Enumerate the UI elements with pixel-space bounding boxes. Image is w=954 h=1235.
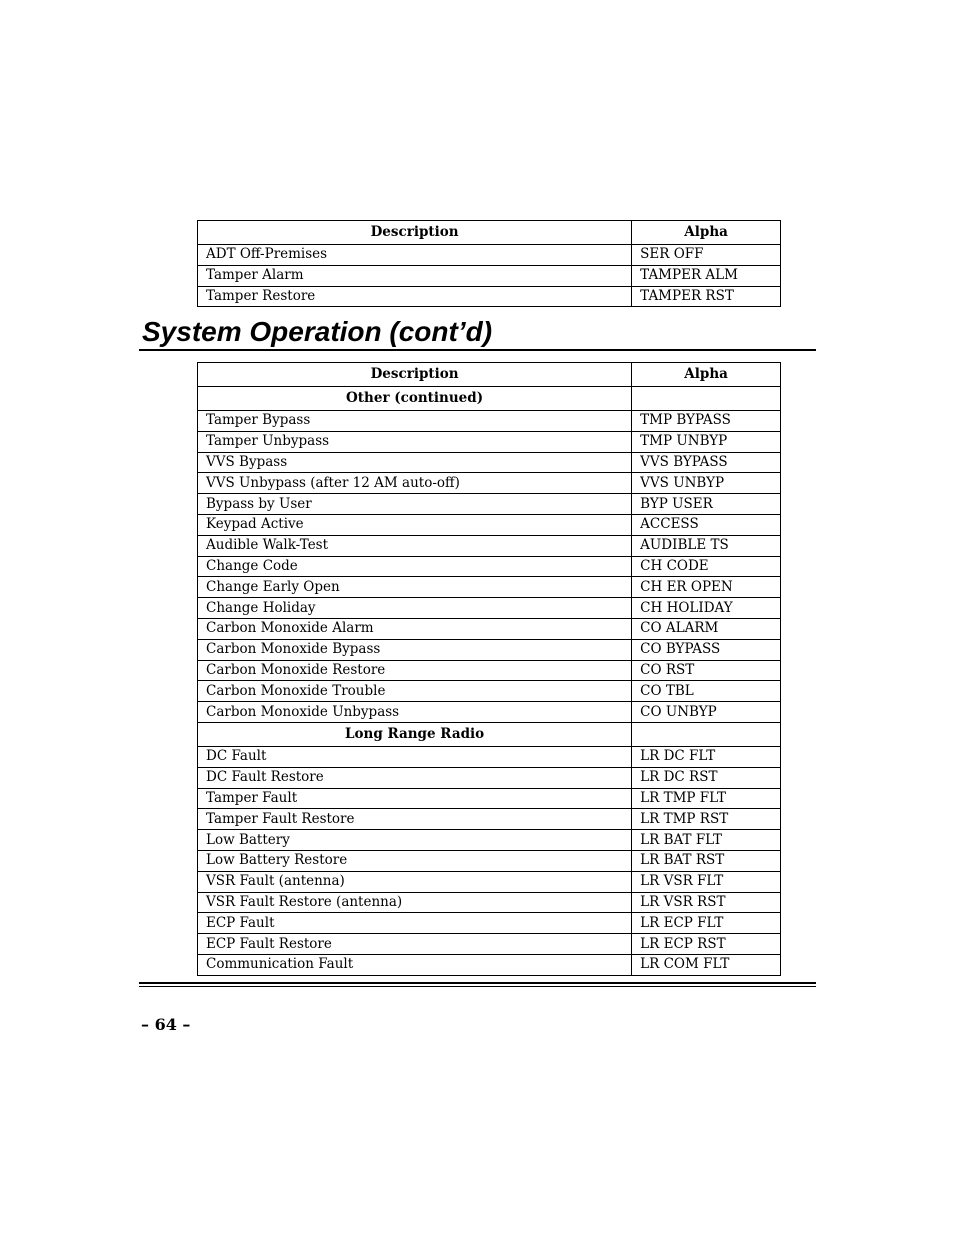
alpha-cell: CH CODE <box>632 556 781 577</box>
footer-rule-thin <box>139 986 816 987</box>
table-row <box>198 934 781 955</box>
table-row <box>198 431 781 452</box>
section-header-row <box>198 387 781 411</box>
description-cell: Tamper Fault Restore <box>198 809 632 830</box>
table-row <box>198 473 781 494</box>
description-cell: Low Battery <box>198 830 632 851</box>
table-row <box>198 746 781 767</box>
description-cell: Tamper Restore <box>198 286 632 307</box>
table-row <box>198 265 781 286</box>
alpha-cell: TMP UNBYP <box>632 431 781 452</box>
description-cell: VSR Fault (antenna) <box>198 871 632 892</box>
table-row <box>198 913 781 934</box>
alpha-cell: LR TMP RST <box>632 809 781 830</box>
section-title: Other (continued) <box>198 387 632 411</box>
table-row <box>198 660 781 681</box>
description-cell: VSR Fault Restore (antenna) <box>198 892 632 913</box>
description-cell: VVS Bypass <box>198 452 632 473</box>
alpha-column-header: Alpha <box>632 363 781 387</box>
alpha-cell: TAMPER ALM <box>632 265 781 286</box>
alpha-cell: LR ECP RST <box>632 934 781 955</box>
table-row <box>198 639 781 660</box>
page-heading: System Operation (cont’d) <box>142 316 493 347</box>
alpha-cell: AUDIBLE TS <box>632 535 781 556</box>
table-row <box>198 494 781 515</box>
alpha-cell: CO RST <box>632 660 781 681</box>
description-cell: Tamper Alarm <box>198 265 632 286</box>
table-header-row <box>198 363 781 387</box>
table-row <box>198 618 781 639</box>
table-row <box>198 411 781 432</box>
alpha-cell: CO ALARM <box>632 618 781 639</box>
section-header-row <box>198 722 781 746</box>
table-row <box>198 556 781 577</box>
alpha-cell: CO TBL <box>632 681 781 702</box>
table-row <box>198 809 781 830</box>
alpha-cell: LR VSR FLT <box>632 871 781 892</box>
alpha-cell: LR BAT RST <box>632 850 781 871</box>
table-row <box>198 850 781 871</box>
section-blank-cell <box>632 722 781 746</box>
alpha-cell: LR ECP FLT <box>632 913 781 934</box>
description-cell: Audible Walk-Test <box>198 535 632 556</box>
description-cell: Carbon Monoxide Alarm <box>198 618 632 639</box>
table-row <box>198 598 781 619</box>
table-row <box>198 286 781 307</box>
description-cell: Tamper Fault <box>198 788 632 809</box>
description-cell: DC Fault Restore <box>198 767 632 788</box>
description-cell: ECP Fault <box>198 913 632 934</box>
alpha-cell: SER OFF <box>632 245 781 266</box>
description-cell: Bypass by User <box>198 494 632 515</box>
table-row <box>198 535 781 556</box>
table-row <box>198 702 781 723</box>
description-cell: Keypad Active <box>198 514 632 535</box>
alpha-cell: CO BYPASS <box>632 639 781 660</box>
table-row <box>198 954 781 975</box>
table-header-row <box>198 221 781 245</box>
table-row <box>198 830 781 851</box>
table-row <box>198 245 781 266</box>
description-cell: VVS Unbypass (after 12 AM auto-off) <box>198 473 632 494</box>
alpha-cell: LR BAT FLT <box>632 830 781 851</box>
section-blank-cell <box>632 387 781 411</box>
description-cell: Change Holiday <box>198 598 632 619</box>
alpha-cell: VVS BYPASS <box>632 452 781 473</box>
description-cell: Low Battery Restore <box>198 850 632 871</box>
description-column-header: Description <box>198 221 632 245</box>
description-cell: ECP Fault Restore <box>198 934 632 955</box>
table-row <box>198 681 781 702</box>
description-cell: Change Early Open <box>198 577 632 598</box>
alpha-cell: CO UNBYP <box>632 702 781 723</box>
alpha-cell: LR TMP FLT <box>632 788 781 809</box>
table-row <box>198 767 781 788</box>
footer-rule-thick <box>139 982 816 984</box>
description-cell: Carbon Monoxide Trouble <box>198 681 632 702</box>
description-cell: Communication Fault <box>198 954 632 975</box>
top-code-table <box>197 220 781 307</box>
description-cell: Carbon Monoxide Restore <box>198 660 632 681</box>
alpha-cell: VVS UNBYP <box>632 473 781 494</box>
alpha-cell: LR DC FLT <box>632 746 781 767</box>
description-cell: Tamper Unbypass <box>198 431 632 452</box>
alpha-cell: LR DC RST <box>632 767 781 788</box>
alpha-cell: TMP BYPASS <box>632 411 781 432</box>
table-row <box>198 452 781 473</box>
alpha-cell: BYP USER <box>632 494 781 515</box>
top-table-body <box>198 245 781 307</box>
section-title: Long Range Radio <box>198 722 632 746</box>
table-row <box>198 892 781 913</box>
description-cell: ADT Off-Premises <box>198 245 632 266</box>
main-code-table <box>197 362 781 976</box>
table-row <box>198 514 781 535</box>
alpha-cell: CH ER OPEN <box>632 577 781 598</box>
description-cell: DC Fault <box>198 746 632 767</box>
heading-rule <box>139 349 816 351</box>
table-row <box>198 577 781 598</box>
page-number: – 64 – <box>141 1015 191 1034</box>
alpha-cell: LR VSR RST <box>632 892 781 913</box>
alpha-column-header: Alpha <box>632 221 781 245</box>
description-cell: Carbon Monoxide Unbypass <box>198 702 632 723</box>
alpha-cell: ACCESS <box>632 514 781 535</box>
alpha-cell: CH HOLIDAY <box>632 598 781 619</box>
description-cell: Carbon Monoxide Bypass <box>198 639 632 660</box>
description-cell: Tamper Bypass <box>198 411 632 432</box>
alpha-cell: TAMPER RST <box>632 286 781 307</box>
main-table-body <box>198 387 781 976</box>
table-row <box>198 788 781 809</box>
alpha-cell: LR COM FLT <box>632 954 781 975</box>
table-row <box>198 871 781 892</box>
description-column-header: Description <box>198 363 632 387</box>
description-cell: Change Code <box>198 556 632 577</box>
